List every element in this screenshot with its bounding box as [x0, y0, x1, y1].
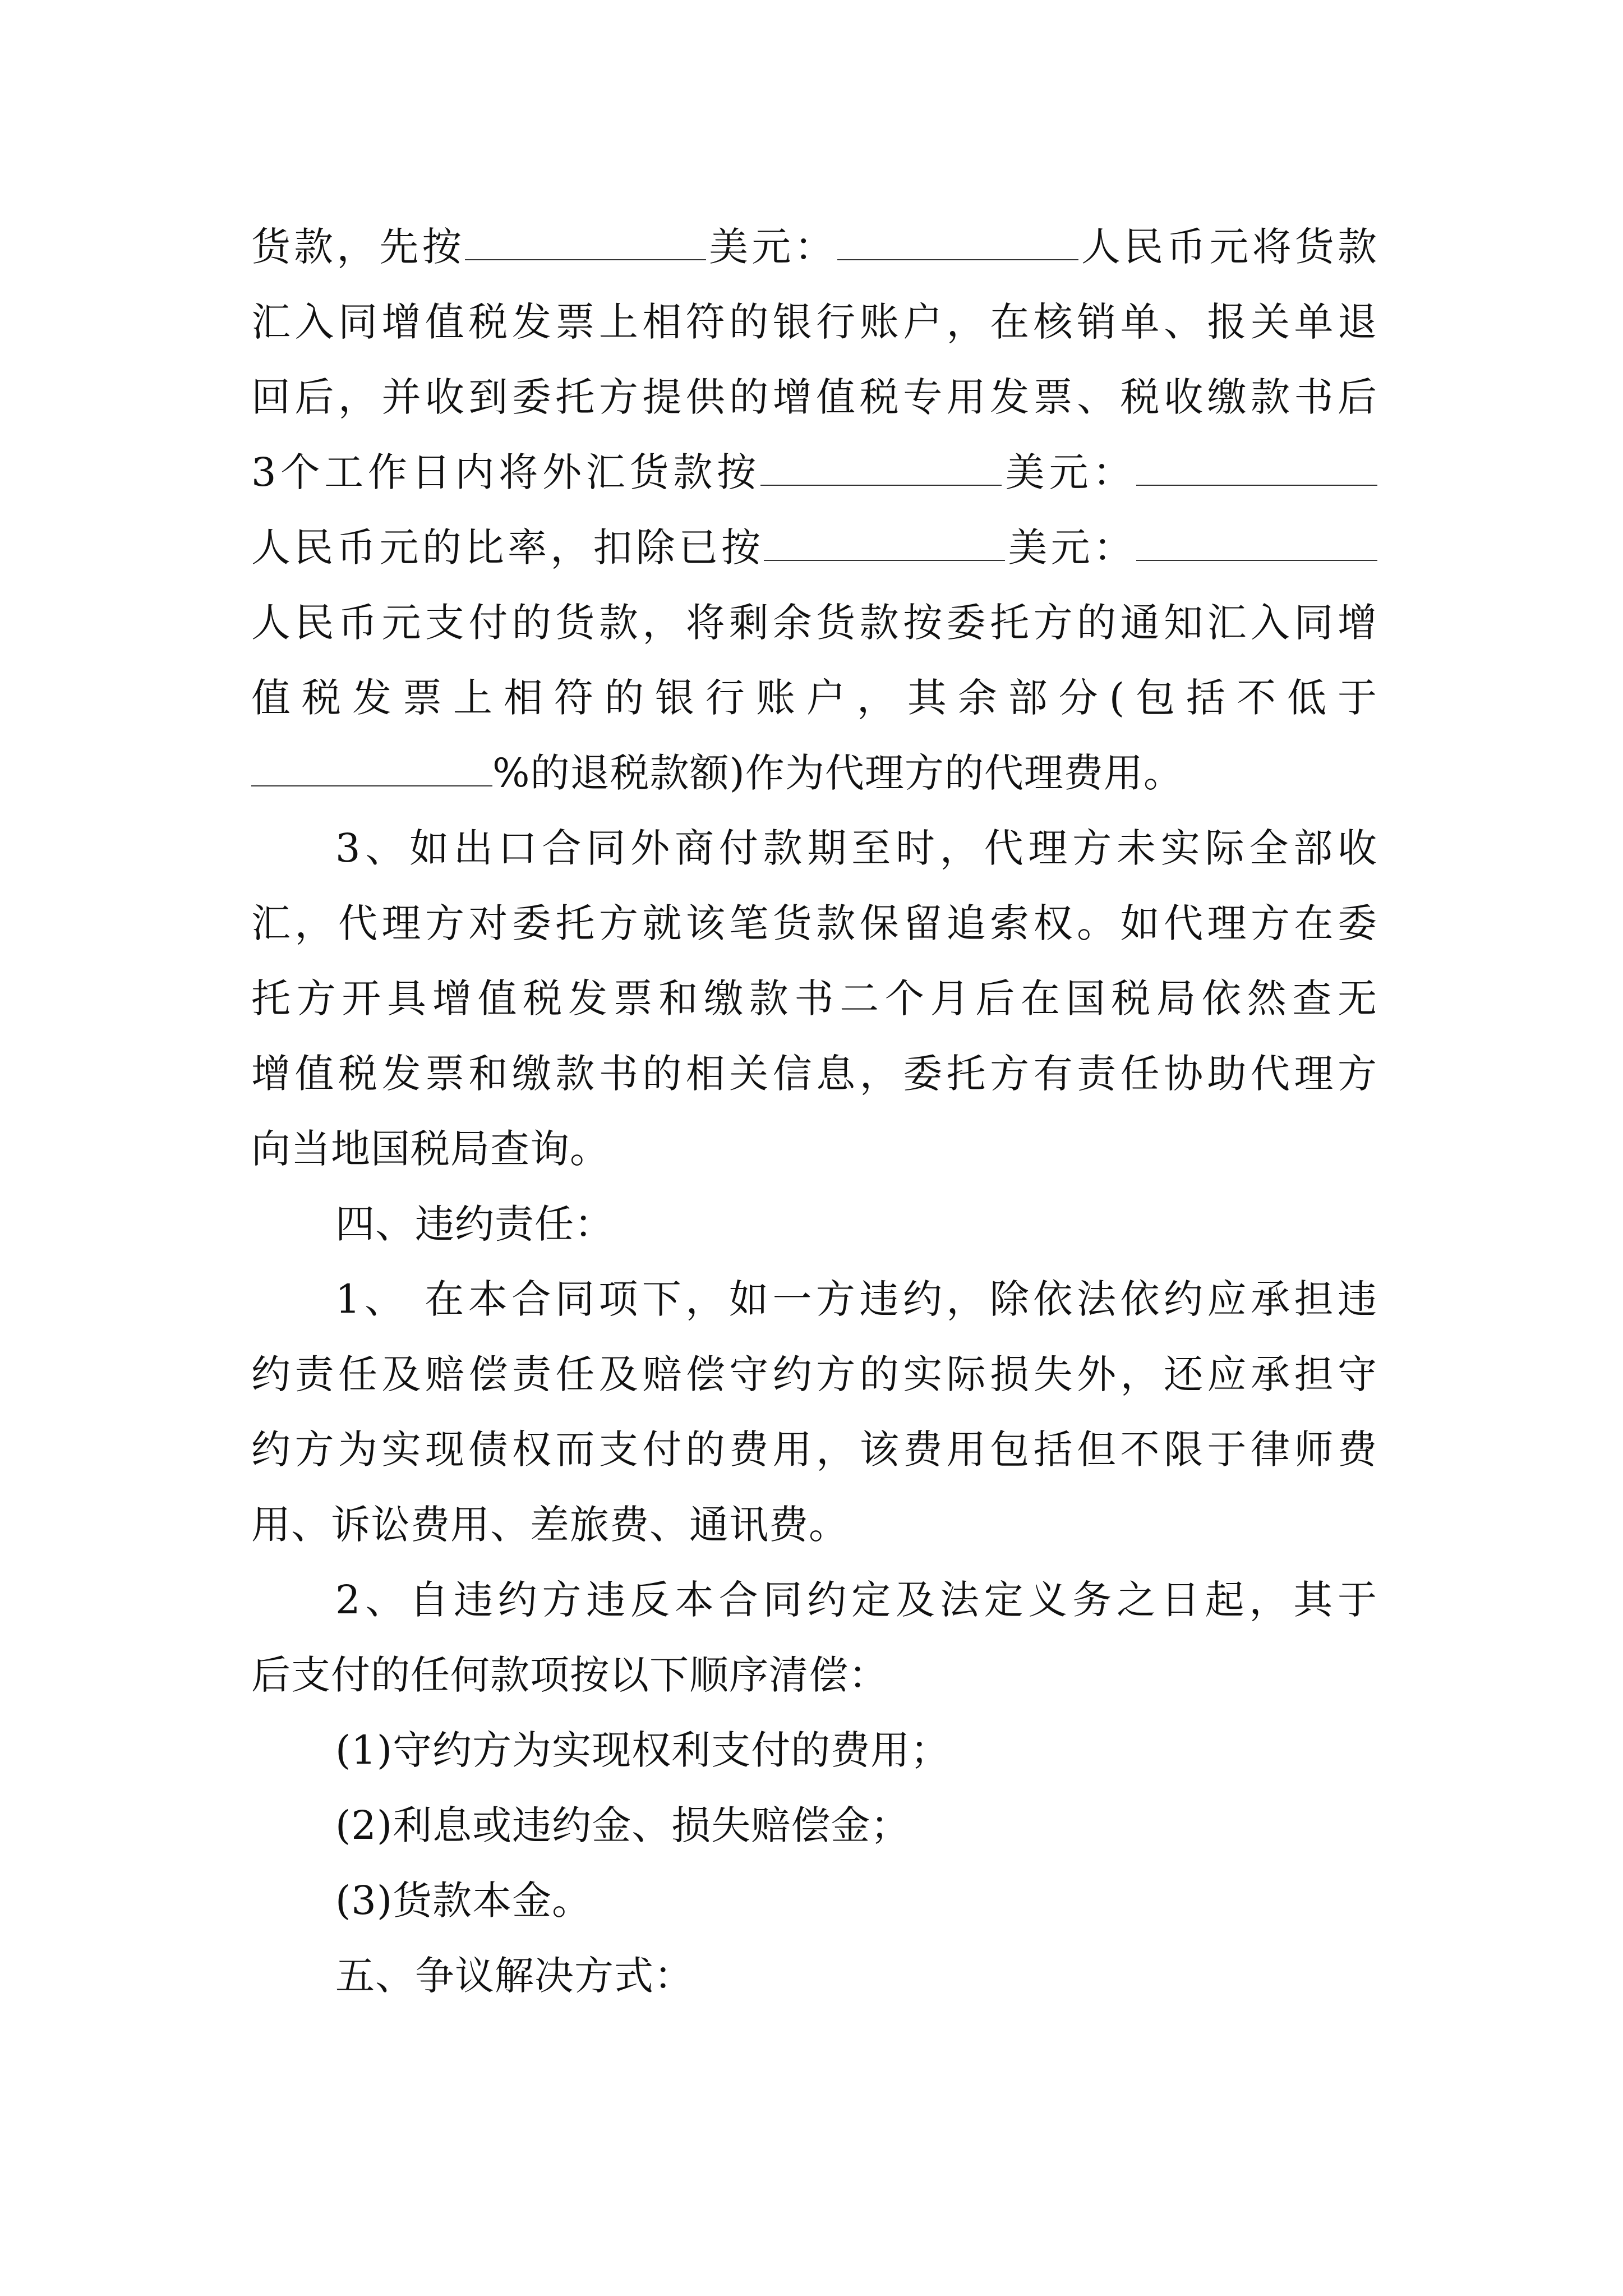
text-segment: 3个工作日内将外汇货款按: [251, 449, 760, 495]
text-line: 增值税发票和缴款书的相关信息，委托方有责任协助代理方: [251, 1051, 1377, 1097]
text-line: 人民币元支付的货款，将剩余货款按委托方的通知汇入同增: [251, 600, 1377, 646]
text-segment: 美元：: [1005, 524, 1136, 570]
section-heading: 五、争议解决方式：: [335, 1953, 694, 1999]
text-line: 约责任及赔偿责任及赔偿守约方的实际损失外，还应承担守: [251, 1351, 1377, 1397]
text-line: 2、自违约方违反本合同约定及法定义务之日起，其于: [335, 1577, 1377, 1623]
text-line: 后支付的任何款项按以下顺序清偿：: [251, 1652, 888, 1698]
blank-field: [760, 451, 1002, 486]
blank-field: [837, 226, 1078, 260]
text-segment: 人民币元的比率，扣除已按: [251, 524, 764, 570]
text-segment: 美元：: [1001, 449, 1137, 495]
text-line: 3、如出口合同外商付款期至时，代理方未实际全部收: [335, 825, 1377, 871]
text-line: [251, 521, 1377, 574]
text-line: 用、诉讼费用、差旅费、通讯费。: [251, 1502, 849, 1548]
text-line: [251, 220, 1377, 274]
text-segment: 美元：: [706, 224, 837, 270]
list-item: (2)利息或违约金、损失赔偿金；: [335, 1802, 911, 1848]
text-line: [251, 445, 1377, 499]
text-line: 约方为实现债权而支付的费用，该费用包括但不限于律师费: [251, 1427, 1377, 1473]
blank-field: [1136, 451, 1377, 486]
text-segment: 货款，先按: [251, 224, 465, 270]
text-line: 向当地国税局查询。: [251, 1126, 610, 1172]
text-line: 1、 在本合同项下，如一方违约，除依法依约应承担违: [335, 1276, 1377, 1322]
list-item: (1)守约方为实现权利支付的费用；: [335, 1727, 951, 1773]
text-line: 汇，代理方对委托方就该笔货款保留追索权。如代理方在委: [251, 900, 1377, 946]
text-line: 托方开具增值税发票和缴款书二个月后在国税局依然查无: [251, 976, 1377, 1022]
blank-field: [764, 526, 1005, 561]
section-heading: 四、违约责任：: [335, 1201, 614, 1247]
text-line: 回后，并收到委托方提供的增值税专用发票、税收缴款书后: [251, 374, 1377, 420]
text-line: 值税发票上相符的银行账户，其余部分(包括不低于: [251, 675, 1377, 721]
text-line: [251, 746, 1183, 800]
list-item: (3)货款本金。: [335, 1878, 592, 1924]
text-segment: %的退税款额)作为代理方的代理费用。: [492, 750, 1183, 796]
text-line: 汇入同增值税发票上相符的银行账户，在核销单、报关单退: [251, 299, 1377, 345]
blank-field: [251, 752, 492, 786]
blank-field: [1136, 526, 1377, 561]
blank-field: [465, 226, 706, 260]
text-segment: 人民币元将货款: [1078, 224, 1377, 270]
